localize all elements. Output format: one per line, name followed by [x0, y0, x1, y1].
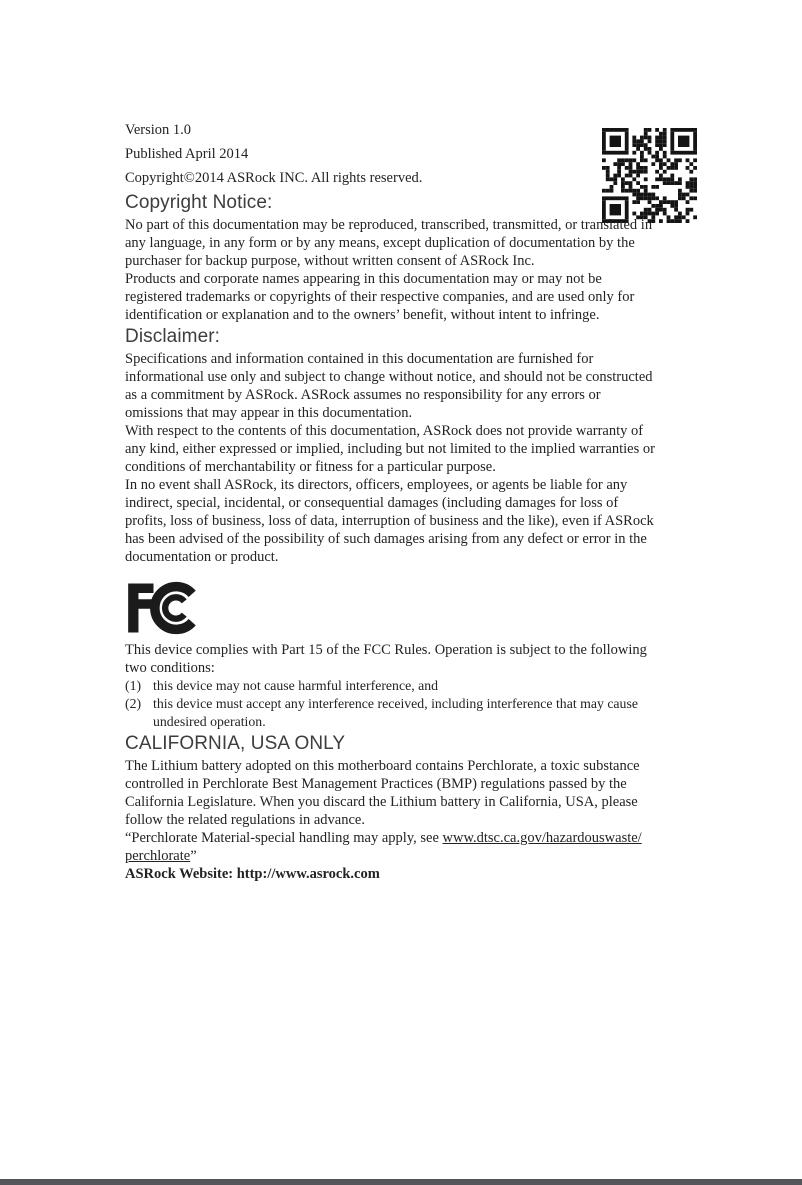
fcc-condition-2-number: (2) — [125, 696, 142, 711]
version-line: Version 1.0 — [125, 122, 192, 138]
fcc-condition-1 — [125, 677, 685, 695]
fcc-logo — [125, 580, 201, 636]
page-content — [125, 118, 685, 883]
disclaimer-heading: Disclaimer: — [125, 326, 221, 347]
california-paragraph: The Lithium battery adopted on this motherboard contains Perchlorate, a toxic substance controlled in Perchlorate Best Management Practices (BMP) regulations passed by the California Legislature. When you discard the Lithium battery in California, USA, please follow the related regulations in advance. — [125, 758, 640, 828]
copyright-line: Copyright©2014 ASRock INC. All rights reserved. — [125, 170, 423, 186]
copyright-notice-heading: Copyright Notice: — [125, 192, 273, 213]
disclaimer-paragraph-1: Specifications and information contained in this documentation are furnished for informational use only and subject to change without notice, and should not be constructed as a commitment by ASRock. ASRock assumes no responsibility for any errors or omissions that may appear in this documentation. — [125, 351, 653, 421]
published-line: Published April 2014 — [125, 146, 249, 162]
perchlorate-link-part-1: www.dtsc.ca.gov/hazardouswaste/ — [442, 830, 642, 846]
fcc-condition-2-text: this device must accept any interference received, including interference that may cause undesired operation. — [153, 696, 638, 729]
fcc-statement: This device complies with Part 15 of the FCC Rules. Operation is subject to the following two conditions: — [125, 642, 647, 676]
perchlorate-link-part-2: perchlorate — [125, 848, 191, 864]
disclaimer-paragraph-3: In no event shall ASRock, its directors, officers, employees, or agents be liable for any indirect, special, incidental, or consequential damages (including damages for loss of profits, loss of business, loss of data, interruption of business and the like), even if ASRock has been advised of the possibility of such damages arising from any defect or error in the documentation or product. — [125, 477, 654, 565]
page-bottom-bar — [0, 1179, 802, 1185]
california-heading: CALIFORNIA, USA ONLY — [125, 733, 346, 754]
perchlorate-quote — [125, 829, 657, 865]
version-block — [125, 118, 685, 190]
fcc-condition-2 — [125, 695, 685, 731]
fcc-conditions-list — [125, 677, 685, 731]
fcc-condition-1-number: (1) — [125, 678, 142, 693]
perchlorate-quote-suffix: ” — [190, 848, 197, 864]
trademarks-paragraph: Products and corporate names appearing in this documentation may or may not be registered trademarks or copyrights of their respective companies, and are used only for identification or explanation and to the owners’ benefit, without intent to infringe. — [125, 271, 635, 323]
copyright-paragraph: No part of this documentation may be reproduced, transcribed, transmitted, or translated in any language, in any form or by any means, except duplication of documentation by the purchaser for backup purpose, without written consent of ASRock Inc. — [125, 217, 653, 269]
fcc-condition-1-text: this device may not cause harmful interference, and — [153, 678, 439, 693]
disclaimer-paragraph-2: With respect to the contents of this documentation, ASRock does not provide warranty of any kind, either expressed or implied, including but not limited to the implied warranties or conditions of merchantability or fitness for a particular purpose. — [125, 423, 655, 475]
asrock-website-line: ASRock Website: http://www.asrock.com — [125, 866, 380, 882]
perchlorate-quote-prefix: “Perchlorate Material-special handling may apply, see — [125, 830, 443, 846]
